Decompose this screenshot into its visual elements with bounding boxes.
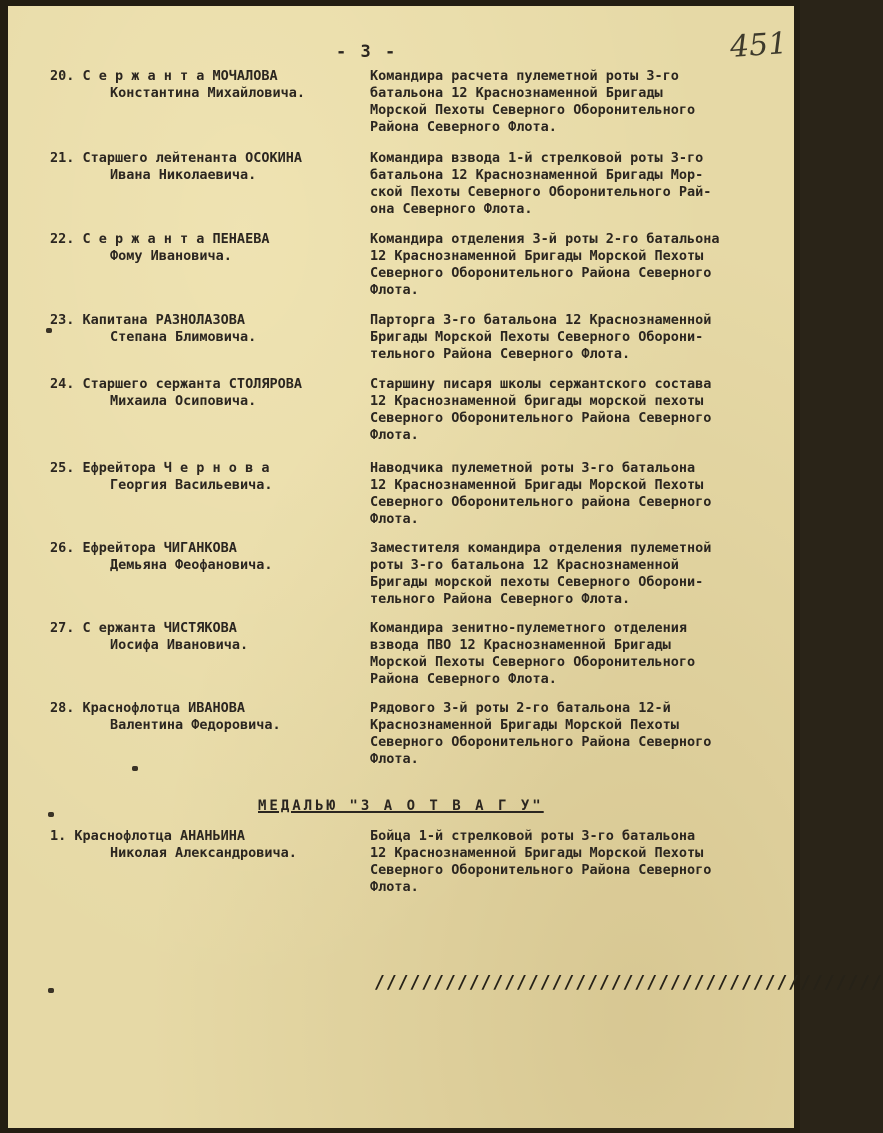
recipient-position bbox=[370, 68, 786, 136]
recipient-given-names: Фому Ивановича. bbox=[110, 248, 232, 264]
recipient-given-names: Георгия Васильевича. bbox=[110, 477, 273, 493]
punch-mark bbox=[48, 988, 54, 993]
recipient-given-names: Константина Михайловича. bbox=[110, 85, 306, 101]
recipient-rank-surname: 24. Старшего сержанта СТОЛЯРОВА bbox=[50, 376, 302, 392]
recipient-rank-surname: 28. Краснофлотца ИВАНОВА bbox=[50, 700, 246, 716]
position-line: батальона 12 Краснознаменной Бригады Мор- bbox=[370, 167, 704, 183]
position-line: Флота. bbox=[370, 879, 419, 895]
recipient-position bbox=[370, 231, 786, 299]
recipient-position bbox=[370, 620, 786, 688]
recipient-rank-surname: 26. Ефрейтора ЧИГАНКОВА bbox=[50, 540, 237, 556]
recipient-rank-surname: 27. С ержанта ЧИСТЯКОВА bbox=[50, 620, 237, 636]
recipient-rank-surname: 22. С е р ж а н т а ПЕНАЕВА bbox=[50, 231, 270, 247]
position-line: 12 Краснознаменной Бригады Морской Пехоты bbox=[370, 845, 704, 861]
recipient-given-names: Николая Александровича. bbox=[110, 845, 297, 861]
position-line: Командира взвода 1-й стрелковой роты 3-го bbox=[370, 150, 704, 166]
recipient-rank-surname: 21. Старшего лейтенанта ОСОКИНА bbox=[50, 150, 302, 166]
position-line: Северного Оборонительного Района Северного bbox=[370, 265, 712, 281]
position-line: тельного Района Северного Флота. bbox=[370, 591, 631, 607]
recipient-rank-surname: 25. Ефрейтора Ч е р н о в а bbox=[50, 460, 270, 476]
medal-section-title: МЕДАЛЬЮ "З А О Т В А Г У" bbox=[258, 798, 544, 814]
position-line: Морской Пехоты Северного Оборонительного bbox=[370, 654, 696, 670]
position-line: 12 Краснознаменной Бригады Морской Пехоты bbox=[370, 248, 704, 264]
position-line: Морской Пехоты Северного Оборонительного bbox=[370, 102, 696, 118]
position-line: она Северного Флота. bbox=[370, 201, 533, 217]
position-line: батальона 12 Краснознаменной Бригады bbox=[370, 85, 663, 101]
position-line: Флота. bbox=[370, 427, 419, 443]
position-line: ской Пехоты Северного Оборонительного Рай- bbox=[370, 184, 712, 200]
recipient-rank-surname: 20. С е р ж а н т а МОЧАЛОВА bbox=[50, 68, 278, 84]
recipient-position bbox=[370, 460, 786, 528]
archive-page-number: 451 bbox=[728, 26, 789, 65]
recipient-name bbox=[50, 150, 370, 184]
position-line: Бойца 1-й стрелковой роты 3-го батальона bbox=[370, 828, 696, 844]
punch-mark bbox=[46, 328, 52, 333]
position-line: тельного Района Северного Флота. bbox=[370, 346, 631, 362]
recipient-name bbox=[50, 700, 370, 734]
recipient-name bbox=[50, 460, 370, 494]
position-line: Северного Оборонительного района Северного bbox=[370, 494, 712, 510]
position-line: Бригады морской пехоты Северного Оборони- bbox=[370, 574, 704, 590]
recipient-name bbox=[50, 828, 370, 862]
position-line: Командира расчета пулеметной роты 3-го bbox=[370, 68, 679, 84]
recipient-position bbox=[370, 312, 786, 363]
recipient-name bbox=[50, 620, 370, 654]
position-line: роты 3-го батальона 12 Краснознаменной bbox=[370, 557, 679, 573]
recipient-position bbox=[370, 150, 786, 218]
recipient-position bbox=[370, 376, 786, 444]
recipient-name bbox=[50, 376, 370, 410]
position-line: Парторга 3-го батальона 12 Краснознаменной bbox=[370, 312, 712, 328]
position-line: Рядового 3-й роты 2-го батальона 12-й bbox=[370, 700, 671, 716]
position-line: взвода ПВО 12 Краснознаменной Бригады bbox=[370, 637, 671, 653]
position-line: Краснознаменной Бригады Морской Пехоты bbox=[370, 717, 679, 733]
position-line: Бригады Морской Пехоты Северного Оборони- bbox=[370, 329, 704, 345]
document-page bbox=[8, 6, 883, 1128]
position-line: Северного Оборонительного Района Северного bbox=[370, 410, 712, 426]
recipient-given-names: Ивана Николаевича. bbox=[110, 167, 257, 183]
recipient-name bbox=[50, 231, 370, 265]
recipient-rank-surname: 1. Краснофлотца АНАНЬИНА bbox=[50, 828, 246, 844]
position-line: Флота. bbox=[370, 511, 419, 527]
recipient-given-names: Иосифа Ивановича. bbox=[110, 637, 249, 653]
position-line: Района Северного Флота. bbox=[370, 671, 557, 687]
position-line: Заместителя командира отделения пулеметной bbox=[370, 540, 712, 556]
end-of-list-marks: /////////////////////////////////////////// bbox=[374, 972, 883, 993]
position-line: Командира зенитно-пулеметного отделения bbox=[370, 620, 687, 636]
recipient-rank-surname: 23. Капитана РАЗНОЛАЗОВА bbox=[50, 312, 246, 328]
page-number: - 3 - bbox=[336, 42, 398, 62]
recipient-position bbox=[370, 700, 786, 768]
position-line: Района Северного Флота. bbox=[370, 119, 557, 135]
recipient-name bbox=[50, 312, 370, 346]
position-line: 12 Краснознаменной Бригады Морской Пехоты bbox=[370, 477, 704, 493]
recipient-given-names: Степана Блимовича. bbox=[110, 329, 257, 345]
position-line: Наводчика пулеметной роты 3-го батальона bbox=[370, 460, 696, 476]
position-line: Флота. bbox=[370, 751, 419, 767]
recipient-given-names: Михаила Осиповича. bbox=[110, 393, 257, 409]
position-line: Командира отделения 3-й роты 2-го батальона bbox=[370, 231, 720, 247]
recipient-position bbox=[370, 828, 786, 896]
recipient-given-names: Валентина Федоровича. bbox=[110, 717, 281, 733]
recipient-name bbox=[50, 540, 370, 574]
recipient-position bbox=[370, 540, 786, 608]
position-line: 12 Краснознаменной бригады морской пехоты bbox=[370, 393, 704, 409]
position-line: Старшину писаря школы сержантского состава bbox=[370, 376, 712, 392]
punch-mark bbox=[48, 812, 54, 817]
punch-mark bbox=[132, 766, 138, 771]
recipient-given-names: Демьяна Феофановича. bbox=[110, 557, 273, 573]
recipient-name bbox=[50, 68, 370, 102]
position-line: Северного Оборонительного Района Северного bbox=[370, 734, 712, 750]
position-line: Северного Оборонительного Района Северного bbox=[370, 862, 712, 878]
position-line: Флота. bbox=[370, 282, 419, 298]
